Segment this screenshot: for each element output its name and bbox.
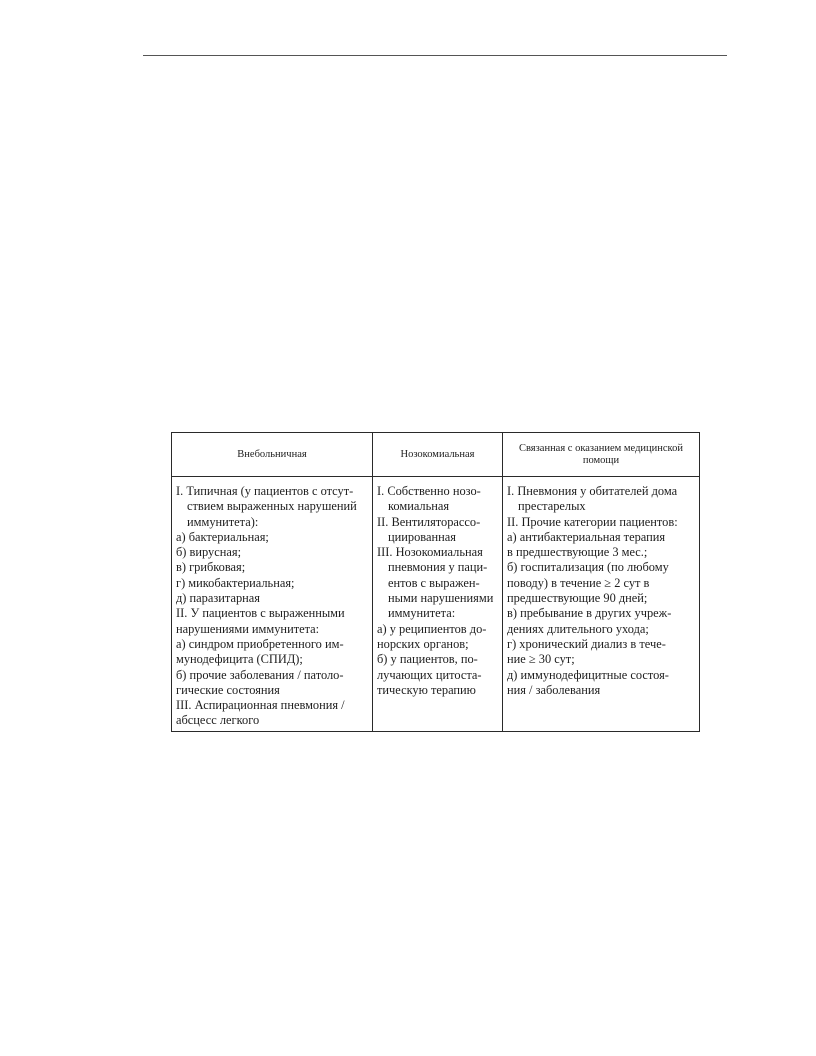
cell-community-acquired [172, 477, 373, 732]
cell-healthcare-associated [503, 477, 700, 732]
cell-line: комиальная [388, 499, 450, 514]
cell-line: II. Вентиляторассо- [377, 514, 481, 529]
cell-line: ными нарушениями [388, 591, 494, 606]
cell-line: б) вирусная; [176, 545, 242, 560]
cell-line: ния / заболевания [507, 682, 601, 697]
cell-line: иммунитета): [187, 514, 259, 529]
cell-line: лучающих цитоста- [377, 667, 482, 682]
cell-line: I. Собственно нозо- [377, 484, 481, 498]
cell-line: б) у пациентов, по- [377, 652, 478, 667]
cell-line: в предшествующие 3 мес.; [507, 545, 648, 560]
header-healthcare-associated: Связанная с оказанием медицинской помощи [503, 433, 700, 477]
cell-line: I. Типичная (у пациентов с отсут- [176, 484, 354, 498]
cell-line: тическую терапию [377, 682, 476, 697]
cell-line: д) паразитарная [176, 591, 260, 606]
cell-line: г) хронический диализ в тече- [507, 636, 666, 651]
cell-line: ние ≥ 30 сут; [507, 652, 575, 667]
cell-line: в) пребывание в других учреж- [507, 606, 672, 621]
cell-line: в) грибковая; [176, 560, 246, 575]
table-header-row [172, 433, 700, 477]
cell-line: I. Пневмония у обитателей дома [507, 484, 678, 498]
cell-line: предшествующие 90 дней; [507, 591, 648, 606]
cell-line: II. Прочие категории пациентов: [507, 514, 678, 529]
cell-line: ствием выраженных нарушений [187, 499, 357, 514]
pneumonia-classification-table [171, 432, 700, 732]
header-community-acquired: Внебольничная [172, 433, 373, 477]
cell-line: гические состояния [176, 682, 280, 697]
cell-line: норских органов; [377, 636, 469, 651]
table-row [172, 477, 700, 732]
cell-line: д) иммунодефицитные состоя- [507, 667, 669, 682]
header-nosocomial: Нозокомиальная [373, 433, 503, 477]
header-rule [143, 55, 727, 56]
cell-line: г) микобактериальная; [176, 575, 295, 590]
cell-line: III. Аспирационная пневмония / [176, 698, 345, 713]
cell-nosocomial [373, 477, 503, 732]
cell-line: II. У пациентов с выраженными [176, 606, 345, 621]
cell-line: б) прочие заболевания / патоло- [176, 667, 344, 682]
cell-line: пневмония у паци- [388, 560, 488, 575]
cell-line: иммунитета: [388, 606, 456, 621]
cell-line: абсцесс легкого [176, 713, 260, 728]
cell-line: III. Нозокомиальная [377, 545, 483, 560]
cell-line: поводу) в течение ≥ 2 сут в [507, 575, 650, 590]
cell-line: дениях длительного ухода; [507, 621, 649, 636]
cell-line: а) бактериальная; [176, 529, 269, 544]
cell-line: а) синдром приобретенного им- [176, 636, 344, 651]
cell-line: нарушениями иммунитета: [176, 621, 320, 636]
cell-line: б) госпитализация (по любому [507, 560, 669, 575]
cell-line: престарелых [518, 499, 586, 514]
cell-line: ентов с выражен- [388, 575, 480, 590]
cell-line: а) у реципиентов до- [377, 621, 487, 636]
cell-line: а) антибактериальная терапия [507, 529, 666, 544]
cell-line: циированная [388, 529, 456, 544]
cell-line: мунодефицита (СПИД); [176, 652, 303, 667]
